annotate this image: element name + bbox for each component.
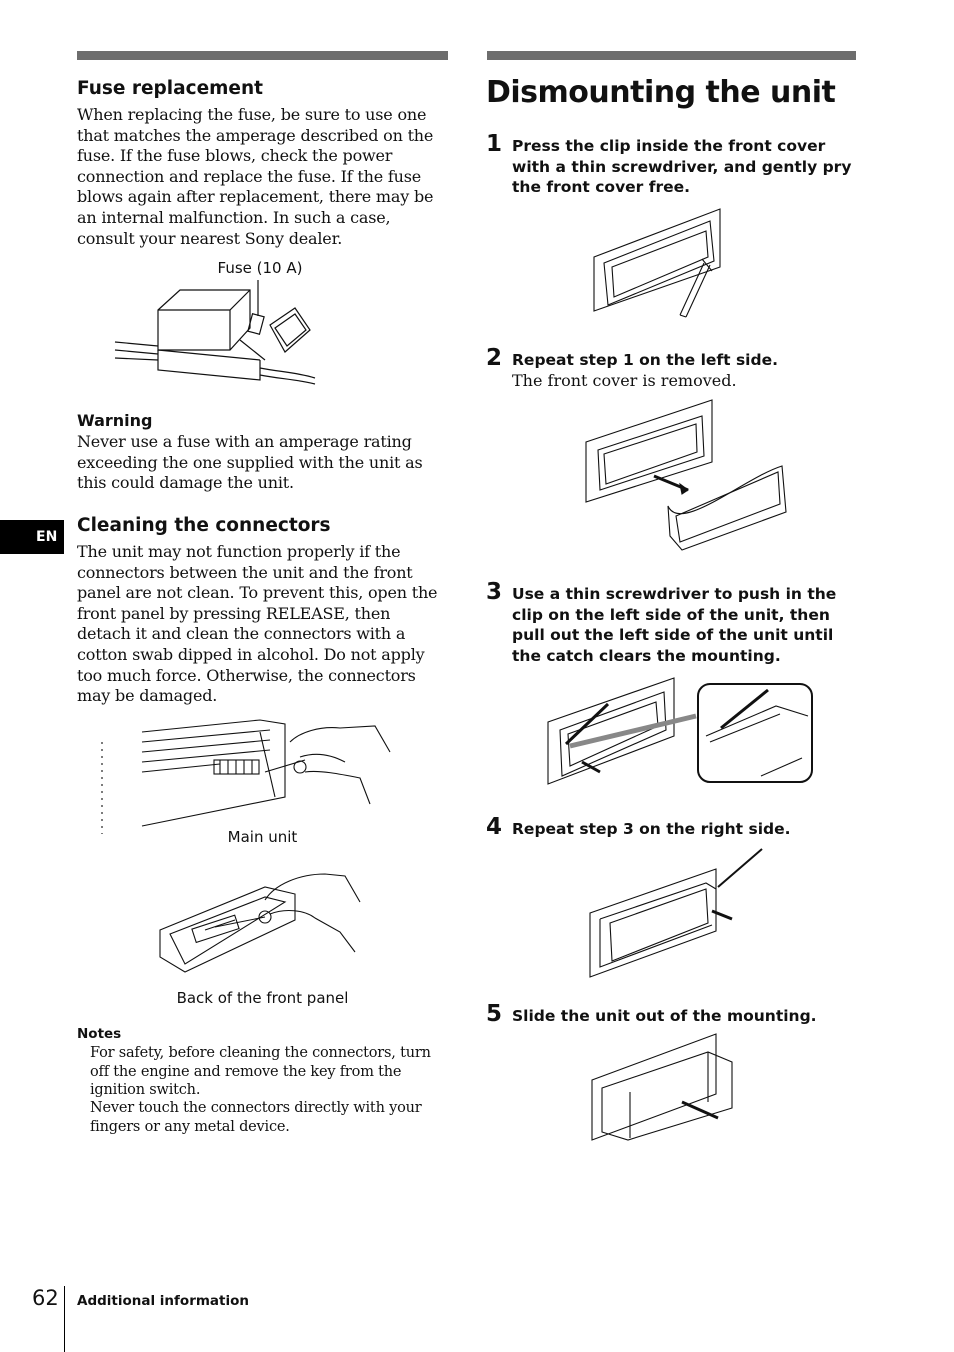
main-unit-cleaning-illustration — [100, 712, 400, 836]
warning-heading: Warning — [77, 411, 153, 430]
step-5-text: Slide the unit out of the mounting. — [512, 1007, 817, 1025]
warning-body: Never use a fuse with an amperage rating exceeding the one supplied with the unit as this could damage the unit. — [77, 432, 423, 493]
step-3-illustration — [546, 676, 816, 788]
front-panel-caption: Back of the front panel — [176, 989, 349, 1007]
footer-section-label: Additional information — [77, 1293, 249, 1309]
step-4-illustration — [588, 845, 768, 981]
step-2-number: 2 — [486, 345, 503, 371]
fuse-figure-label: Fuse (10 A) — [217, 259, 303, 277]
fuse-body: When replacing the fuse, be sure to use one that matches the amperage described on the fuse. If the fuse blows, check the power connection and replace the fuse. If the fuse blows again after replacement, there may be an internal malfunction. In such a case, consult your nearest Sony dealer. — [77, 105, 434, 248]
step-2-subtext: The front cover is removed. — [512, 371, 737, 390]
note-item: Never touch the connectors directly with your fingers or any metal device. — [90, 1100, 422, 1135]
left-column-rule — [77, 51, 448, 60]
step-3-number: 3 — [486, 579, 503, 605]
step-4-number: 4 — [486, 814, 503, 840]
language-tab: EN — [0, 520, 64, 554]
note-item: For safety, before cleaning the connectors, turn off the engine and remove the key from the ignition switch. — [90, 1045, 431, 1098]
page-number: 62 — [32, 1286, 59, 1310]
cleaning-body: The unit may not function properly if the connectors between the unit and the front panel are not clean. To prevent this, open the front panel by pressing RELEASE, then detach it and clean the connectors with a cotton swab dipped in alcohol. Do not apply too much force. Otherwise, the connectors may be damaged. — [77, 542, 438, 706]
front-panel-cleaning-illustration — [155, 872, 365, 976]
step-2-text: Repeat step 1 on the left side. — [512, 351, 778, 369]
step-2-illustration — [584, 398, 790, 554]
step-4-text: Repeat step 3 on the right side. — [512, 820, 791, 838]
right-column-rule — [487, 51, 856, 60]
footer-divider — [64, 1286, 65, 1352]
main-unit-caption: Main unit — [227, 828, 298, 846]
step-1-number: 1 — [486, 131, 503, 157]
step-5-number: 5 — [486, 1001, 503, 1027]
step-1-illustration — [592, 207, 724, 319]
cleaning-heading: Cleaning the connectors — [77, 515, 331, 536]
step-3-text: Use a thin screwdriver to push in the clip on the left side of the unit, then pull out the left side of the unit until the catch clears the mounting. — [512, 585, 837, 665]
step-1-text: Press the clip inside the front cover with a thin screwdriver, and gently pry the front cover free. — [512, 137, 852, 197]
fuse-heading: Fuse replacement — [77, 78, 263, 99]
fuse-illustration — [110, 280, 320, 385]
step-5-illustration — [590, 1032, 740, 1146]
page-title: Dismounting the unit — [486, 75, 836, 110]
notes-heading: Notes — [77, 1026, 122, 1042]
